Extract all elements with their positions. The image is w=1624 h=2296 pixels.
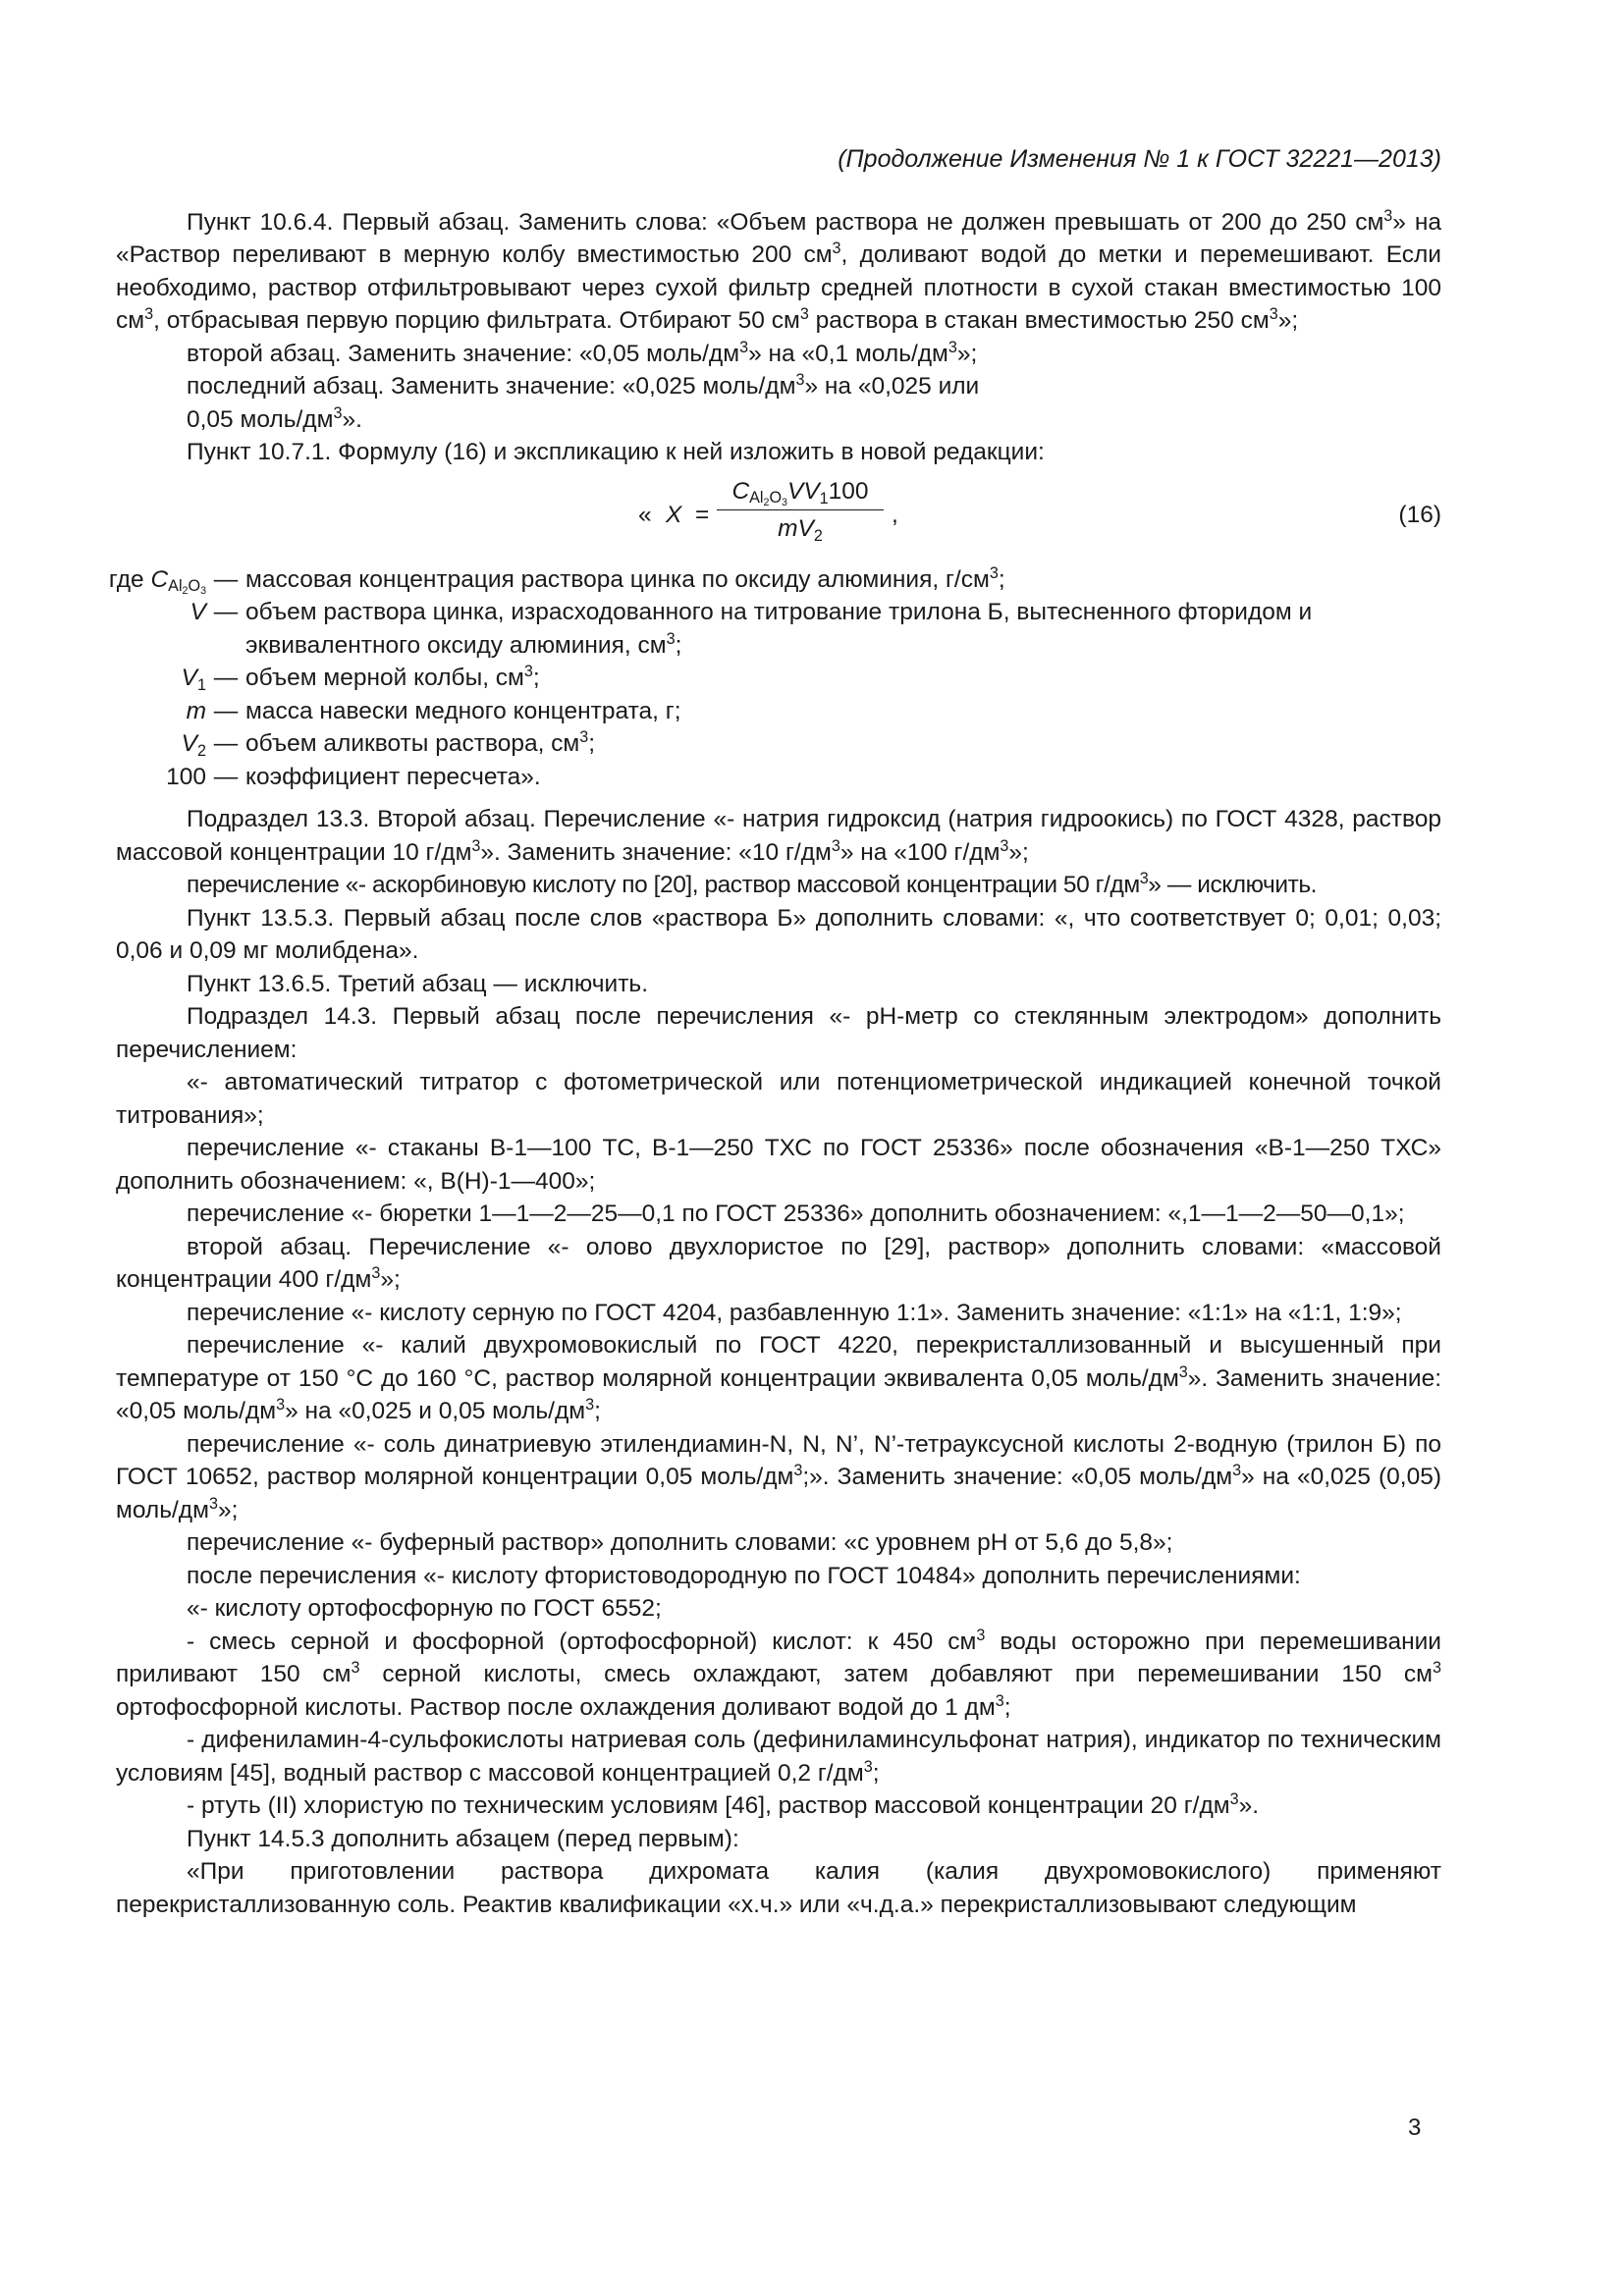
paragraph-tin-chloride: второй абзац. Перечисление «- олово двухлористое по [29], раствор» дополнить словами: «массовой концентрации 400 $г/дм^3$»; [116,1233,1441,1293]
legend-row-v: V — объем раствора цинка, израсходованного на титрование трилона Б, вытесненного фторидом и эквивалентного оксиду алюминия, $см^3$; [189,599,1313,659]
formula-number: (16) [1398,501,1441,528]
formula-equals: = [695,501,710,528]
paragraph-ascorbic: перечисление «- аскорбиновую кислоту по [20], раствор массовой концентрации 50 $г/дм^3$» — исключить. [187,870,1318,898]
page-header: (Продолжение Изменения № 1 к ГОСТ 32221—2013) [838,145,1441,173]
paragraph-last-abzac-cont: 0,05 моль/$дм^3$». [187,403,362,433]
legend-row-m: m — масса навески медного концентрата, г; [186,697,681,724]
paragraph-burettes: перечисление «- бюретки 1—1—2—25—0,1 по ГОСТ 25336» дополнить обозначением: «,1—1—2—50—0,1»; [187,1201,1405,1227]
paragraph-hf: после перечисления «- кислоту фтористоводородную по ГОСТ 10484» дополнить перечислениями: [187,1562,1301,1589]
formula-denominator: $mV_2$ [778,514,823,545]
paragraph-titrator: «- автоматический титратор с фотометрической или потенциометрической индикацией конечной точкой титрования»; [116,1069,1441,1129]
paragraph-14-5-3: Пункт 14.5.3 дополнить абзацем (перед первым): [187,1825,739,1852]
formula-lhs: X [666,501,682,528]
formula-fraction-bar [717,509,884,510]
paragraph-14-3: Подраздел 14.3. Первый абзац после перечисления «- pH-метр со стеклянным электродом» дополнить перечислением: [116,1003,1441,1063]
paragraph-recrystallization: «При приготовлении раствора дихромата калия (калия двухромовокислого) применяют перекристаллизованную соль. Реактив квалификации «х.ч.» или «ч.д.а.» перекристаллизовывают следующим [116,1858,1441,1918]
formula-comma: , [892,501,898,528]
formula-fraction [717,475,884,546]
formula-numerator: $C_{Al_2O_3}VV_1100$ [731,477,869,509]
legend-row-100: 100 — коэффициент пересчета». [166,763,541,790]
formula-open-quote: « [638,501,652,528]
paragraph-beakers: перечисление «- стаканы В-1—100 ТС, В-1—250 ТХС по ГОСТ 25336» после обозначения «В-1—250 ТХС» дополнить обозначением: «, В(Н)-1—400»; [116,1135,1441,1195]
paragraph-mercury: - ртуть (II) хлористую по техническим условиям [46], раствор массовой концентрации 20 $г/дм^3$». [187,1790,1260,1819]
paragraph-last-abzac: последний абзац. Заменить значение: «0,025 моль/$дм^3$» на «0,025 или [187,371,980,400]
document-page [108,143,1442,1921]
paragraph-buffer: перечисление «- буферный раствор» дополнить словами: «с уровнем pH от 5,6 до 5,8»; [187,1529,1173,1556]
legend-row-v2: $V_2$ — объем аликвоты раствора, $см^3$; [181,728,596,760]
paragraph-13-5-3: Пункт 13.5.3. Первый абзац после слов «раствора Б» дополнить словами: «, что соответствует 0; 0,01; 0,03; 0,06 и 0,09 мг молибдена». [116,904,1441,964]
page-number: 3 [1408,2114,1422,2141]
legend-row-v1: $V_1$ — объем мерной колбы, $см^3$; [181,663,540,694]
formula-legend [69,563,1441,794]
paragraph-10-6-4: Пункт 10.6.4. Первый абзац. Заменить слова: «Объем раствора не должен превышать от 200 до 250 $см^3$» на «Раствор переливают в мерную колбу вместимостью 200 $см^3$, доливают водой до метки и перемешивают. Если необходимо, раствор отфильтровывают через сухой фильтр средней плотности в сухой стакан вместимостью 100 $см^3$, отбрасывая первую порцию фильтрата. Отбирают 50 $см^3$ раствора в стакан вместимостью 250 $см^3$»; [116,206,1441,334]
formula-16 [116,475,1441,556]
paragraph-second-abzac: второй абзац. Заменить значение: «0,05 моль/$дм^3$» на «0,1 моль/$дм^3$»; [187,338,978,367]
paragraph-10-7-1: Пункт 10.7.1. Формулу (16) и экспликацию к ней изложить в новой редакции: [187,439,1045,465]
legend-row-c: где $C_{Al_2O_3}$ — массовая концентрация раствора цинка по оксиду алюминия, $г/см^3$; [108,563,1005,598]
paragraph-diphenylamine: - дифениламин-4-сульфокислоты натриевая соль (дефиниламинсульфонат натрия), индикатор по техническим условиям [45], водный раствор с массовой концентрацией 0,2 $г/дм^3$; [116,1727,1441,1787]
paragraph-sulfuric-acid: перечисление «- кислоту серную по ГОСТ 4204, разбавленную 1:1». Заменить значение: «1:1» на «1:1, 1:9»; [187,1299,1402,1326]
paragraph-phosphoric: «- кислоту ортофосфорную по ГОСТ 6552; [187,1595,662,1622]
paragraph-13-3: Подраздел 13.3. Второй абзац. Перечисление «- натрия гидроксид (натрия гидроокись) по ГОСТ 4328, раствор массовой концентрации 10 $г/дм^3$». Заменить значение: «10 $г/дм^3$» на «100 $г/дм^3$»; [116,806,1441,866]
paragraph-dichromate: перечисление «- калий двухромовокислый по ГОСТ 4220, перекристаллизованный и высушенный при температуре от 150 °С до 160 °С, раствор молярной концентрации эквивалента 0,05 моль/$дм^3$». Заменить значение: «0,05 моль/$дм^3$» на «0,025 и 0,05 моль/$дм^3$; [116,1332,1442,1424]
paragraph-13-6-5: Пункт 13.6.5. Третий абзац — исключить. [187,970,648,997]
paragraph-acid-mixture: - смесь серной и фосфорной (ортофосфорной) кислот: к 450 $см^3$ воды осторожно при перемешивании приливают 150 $см^3$ серной кислоты, смесь охлаждают, затем добавляют при перемешивании 150 $см^3$ ортофосфорной кислоты. Раствор после охлаждения доливают водой до 1 $дм^3$; [116,1626,1441,1721]
paragraph-trilon-b: перечисление «- соль динатриевую этилендиамин-N, N, N’, N’-тетрауксусной кислоты 2-водную (трилон Б) по ГОСТ 10652, раствор молярной концентрации 0,05 моль/$дм^3$;». Заменить значение: «0,05 моль/$дм^3$» на «0,025 (0,05) моль/$дм^3$»; [116,1430,1442,1523]
